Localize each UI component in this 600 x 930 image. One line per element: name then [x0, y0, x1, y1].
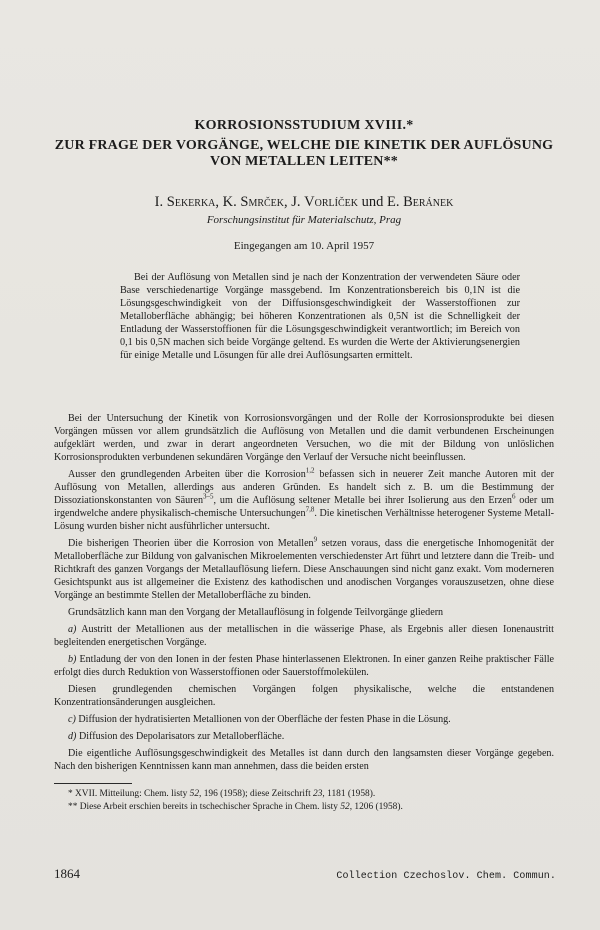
text-run: Diesen grundlegenden chemischen Vorgängen folgen physikalische, welche die entstandenen Konzentrationsänderungen ausgleichen. — [54, 684, 554, 708]
footnote — [54, 788, 554, 800]
author-4: E. Beránek — [386, 194, 454, 210]
page-footer — [54, 866, 556, 882]
author-line: I. Sekerka, K. Smrček, J. Vorlíček und E. Beránek — [154, 194, 454, 210]
citation-ref: 1,2 — [305, 466, 315, 475]
text-run: ** Diese Arbeit erschien bereits in tschechischer Sprache in Chem. listy — [68, 802, 341, 812]
journal-name: Collection Czechoslov. Chem. Commun. — [336, 871, 556, 882]
text-run: befassen sich in neuerer Zeit manche Autoren mit der Auflösung von Metallen, allerdings aus anderen Gründen. Es handelt sich z. B. um die Bestimmung der Dissoziationskonstanten von Säuren — [54, 469, 554, 506]
footnote — [54, 801, 554, 813]
italic-text: 52 — [189, 789, 199, 799]
italic-text: d) — [68, 731, 77, 742]
author-surname: Sekerka — [166, 194, 216, 210]
body-paragraph — [54, 412, 554, 464]
body-paragraph — [54, 606, 554, 619]
author-surname: Vorlíček — [304, 194, 358, 210]
citation-ref: 9 — [313, 535, 318, 544]
text-run: Grundsätzlich kann man den Vorgang der Metallauflösung in folgende Teilvorgänge gliedern — [68, 607, 444, 618]
text-run: Austritt der Metallionen aus der metallischen in die wässerige Phase, als Ergebnis aller diesen Ionenaustritt begleitenden energetischen Vorgänge. — [54, 624, 554, 648]
text-run: setzen voraus, dass die energetische Inhomogenität der Metalloberfläche zur Bildung von galvanischen Mikroelementen verschiedenster Art führt und letztere dann die Treib- und Richtkraft des ganzen Vorgangs der Metallauflösung liefern. Diese Anschauungen sind nicht ganz exakt. Vom moderneren Gesichtspunkt aus ist allgemeiner die Existenz des kathodischen und anodischen Vorganges vorauszusetzen, ohne diese Vorgänge an bestimmte Stellen der Metalloberfläche zu binden. — [54, 538, 555, 601]
author-surname: Beránek — [403, 194, 454, 210]
text-run: oder um irgendwelche andere physikalisch-chemische Untersuchungen — [54, 495, 554, 519]
text-run: , 1181 (1958). — [322, 789, 376, 799]
list-item — [54, 653, 554, 679]
text-run: Entladung der von den Ionen in der festen Phase hinterlassenen Elektronen. In einer ganzen Reihe praktischer Fälle erfolgt dies durch Reduktion von Wasserstoffionen oder Sauerstoffmolekülen. — [54, 654, 554, 678]
text-run: Diffusion des Depolarisators zur Metalloberfläche. — [76, 731, 285, 742]
text-run: , 196 (1958); diese Zeitschrift — [199, 789, 314, 799]
citation-ref: 3–5 — [203, 492, 214, 501]
received-date: Eingegangen am 10. April 1957 — [233, 240, 375, 252]
italic-text: b) — [68, 654, 77, 665]
text-run: * XVII. Mitteilung: Chem. listy — [68, 789, 190, 799]
list-item — [54, 730, 554, 743]
text-run: Die eigentliche Auflösungsgeschwindigkeit des Metalles ist dann durch den langsamsten dieser Vorgänge gegeben. Nach den bisherigen Kenntnissen kann man annehmen, dass die beiden ersten — [54, 748, 554, 772]
citation-ref: 6 — [511, 492, 516, 501]
author-3: J. Vorlíček — [291, 194, 358, 210]
text-run: , um die Auflösung seltener Metalle bei ihrer Isolierung aus den Erzen — [213, 495, 512, 506]
body-paragraph — [54, 537, 554, 602]
series-title: KORROSIONSSTUDIUM XVIII.* — [194, 118, 414, 133]
text-run: Die bisherigen Theorien über die Korrosion von Metallen — [68, 538, 314, 549]
citation-ref: 7,8 — [305, 505, 315, 514]
list-item — [54, 713, 554, 726]
italic-text: c) — [68, 714, 76, 725]
text-run: Diffusion der hydratisierten Metallionen von der Oberfläche der festen Phase in die Lösung. — [75, 714, 451, 725]
article-body — [54, 412, 554, 773]
footnotes — [54, 788, 554, 813]
author-1: I. Sekerka — [154, 194, 216, 210]
author-surname: Smrček — [240, 194, 285, 210]
italic-text: 52 — [340, 802, 350, 812]
text-run: , 1206 (1958). — [349, 802, 403, 812]
page-number: 1864 — [54, 866, 80, 881]
body-paragraph — [54, 468, 554, 533]
italic-text: 23 — [313, 789, 323, 799]
institute-affiliation: Forschungsinstitut für Materialschutz, Prag — [206, 214, 402, 226]
text-run: Bei der Untersuchung der Kinetik von Korrosionsvorgängen und der Rolle der Korrosionsprodukte bei diesen Vorgängen müssen vor allem grundsätzlich die Auflösung von Metallen und die damit verbundenen Erscheinungen aufgeklärt werden, und zwar in derart angeordneten Versuchen, wo die mit der Bildung von unlöslichen Korrosionsprodukten verbundenen sekundären Vorgänge den Verlauf der Versuche nicht beeinflussen. — [54, 413, 554, 463]
text-run: Ausser den grundlegenden Arbeiten über die Korrosion — [68, 469, 306, 480]
author-2: K. Smrček — [222, 194, 285, 210]
abstract: Bei der Auflösung von Metallen sind je nach der Konzentration der verwendeten Säure oder Base verschiedenartige Vorgänge massgebend. Im Konzentrationsbereich bis 0,1N ist die Lösungsgeschwindigkeit von der Diffusionsgeschwindigkeit der Wasserstoffionen zur Metalloberfläche abhängig; bei höheren Konzentrationen als 0,5N ist die Schnelligkeit der Entladung der Wasserstoffionen für die Lösungsgeschwindigkeit verantwortlich; im Bereich von 0,1 bis 0,5N machen sich beide Vorgänge geltend. Es wurden die Werte der Aktivierungsenergien für einige Metalle und Lösungen für alle drei Auflösungsarten ermittelt. — [120, 272, 520, 361]
text-run: . Die kinetischen Verhältnisse heterogener Systeme Metall-Lösung wurden bisher nicht ausführlicher untersucht. — [54, 508, 554, 532]
list-item — [54, 623, 554, 649]
article-title-line-1: ZUR FRAGE DER VORGÄNGE, WELCHE DIE KINETIK DER AUFLÖSUNG — [54, 138, 554, 153]
italic-text: a) — [68, 624, 77, 635]
footnote-rule — [54, 783, 132, 784]
article-title-line-2: VON METALLEN LEITEN** — [209, 154, 399, 169]
body-paragraph — [54, 747, 554, 773]
body-paragraph — [54, 683, 554, 709]
